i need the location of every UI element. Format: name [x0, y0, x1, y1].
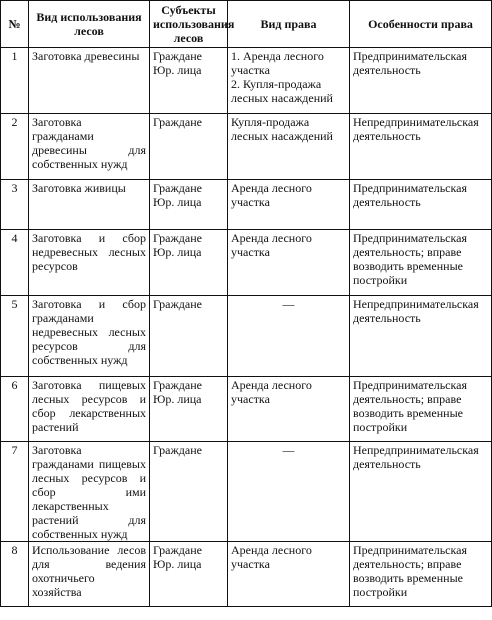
row-subjects	[150, 377, 228, 442]
row-subjects	[150, 114, 228, 180]
table-row	[1, 114, 492, 180]
header-features: Особенности права	[350, 1, 492, 48]
subject-item: Юр. лица	[153, 195, 202, 209]
row-usage: Заготовка пищевых лесных ресурсов и сбор лекарственных растений	[29, 377, 150, 442]
row-num: 3	[1, 180, 29, 230]
right-item: 1. Аренда лесного участка	[231, 49, 324, 77]
row-features: Предпринимательская деятельность; вправе возводить временные постройки	[350, 377, 492, 442]
header-usage: Вид использования лесов	[29, 1, 150, 48]
row-features: Предпринимательская деятельность	[350, 48, 492, 114]
header-num: №	[1, 1, 29, 48]
table-header-row	[1, 1, 492, 48]
row-usage: Заготовка живицы	[29, 180, 150, 230]
row-num: 8	[1, 542, 29, 607]
table-row	[1, 230, 492, 296]
right-item: Аренда лесного участка	[231, 231, 312, 259]
row-right-type	[228, 180, 350, 230]
table-row	[1, 442, 492, 542]
right-item: Купля-продажа лесных насаждений	[231, 115, 333, 143]
subject-item: Граждане	[153, 181, 202, 195]
subject-item: Юр. лица	[153, 245, 202, 259]
subject-item: Граждане	[153, 231, 202, 245]
subject-item: Граждане	[153, 297, 202, 311]
row-features: Предпринимательская деятельность	[350, 180, 492, 230]
table-row	[1, 48, 492, 114]
table-row	[1, 377, 492, 442]
subject-item: Граждане	[153, 115, 202, 129]
header-subjects: Субъекты использования лесов	[150, 1, 228, 48]
right-item: 2. Купля-продажа лесных насаждений	[231, 77, 333, 105]
row-right-type	[228, 114, 350, 180]
row-right-type	[228, 230, 350, 296]
row-usage: Заготовка гражданами пищевых лесных ресурсов и сбор ими лекарственных растений для собственных нужд	[29, 442, 150, 542]
row-num: 5	[1, 296, 29, 377]
row-num: 2	[1, 114, 29, 180]
row-right-type	[228, 377, 350, 442]
row-right-type	[228, 48, 350, 114]
subject-item: Юр. лица	[153, 63, 202, 77]
row-num: 6	[1, 377, 29, 442]
row-features: Непредпринимательская деятельность	[350, 296, 492, 377]
row-usage: Заготовка древесины	[29, 48, 150, 114]
row-num: 4	[1, 230, 29, 296]
row-right-type	[228, 296, 350, 377]
subject-item: Юр. лица	[153, 392, 202, 406]
header-right-type: Вид права	[228, 1, 350, 48]
row-usage: Использование лесов для ведения охотничьего хозяйства	[29, 542, 150, 607]
row-usage: Заготовка и сбор гражданами недревесных лесных ресурсов для собственных нужд	[29, 296, 150, 377]
row-num: 1	[1, 48, 29, 114]
subject-item: Граждане	[153, 443, 202, 457]
row-right-type	[228, 542, 350, 607]
row-usage: Заготовка гражданами древесины для собственных нужд	[29, 114, 150, 180]
row-subjects	[150, 442, 228, 542]
table-row	[1, 542, 492, 607]
subject-item: Граждане	[153, 49, 202, 63]
right-item: Аренда лесного участка	[231, 543, 312, 571]
right-item: Аренда лесного участка	[231, 181, 312, 209]
right-item: Аренда лесного участка	[231, 378, 312, 406]
right-item: —	[282, 297, 295, 311]
right-item: —	[282, 443, 295, 457]
row-features: Непредпринимательская деятельность	[350, 442, 492, 542]
row-usage: Заготовка и сбор недревесных лесных ресурсов	[29, 230, 150, 296]
row-num: 7	[1, 442, 29, 542]
row-subjects	[150, 542, 228, 607]
row-right-type	[228, 442, 350, 542]
subject-item: Граждане	[153, 378, 202, 392]
table-row	[1, 180, 492, 230]
row-subjects	[150, 48, 228, 114]
table-row	[1, 296, 492, 377]
row-features: Предпринимательская деятельность; вправе возводить временные постройки	[350, 230, 492, 296]
subject-item: Юр. лица	[153, 557, 202, 571]
row-subjects	[150, 296, 228, 377]
row-features: Непредпринимательская деятельность	[350, 114, 492, 180]
row-subjects	[150, 230, 228, 296]
subject-item: Граждане	[153, 543, 202, 557]
row-subjects	[150, 180, 228, 230]
row-features: Предпринимательская деятельность; вправе возводить временные постройки	[350, 542, 492, 607]
